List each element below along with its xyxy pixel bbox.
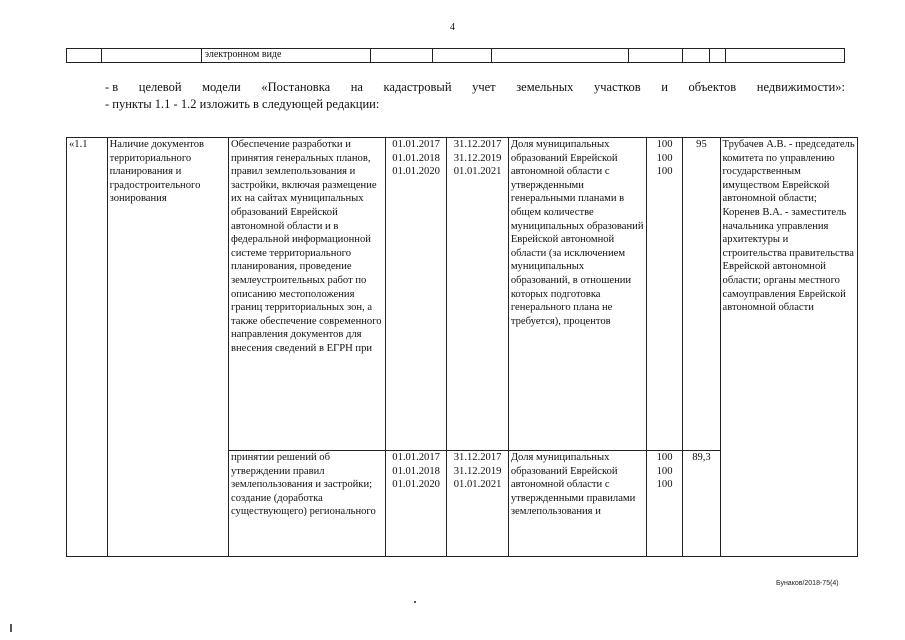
- page-number: 4: [450, 22, 455, 33]
- intro-word: на: [350, 80, 363, 94]
- previous-table-row: [66, 48, 845, 63]
- top-row-text: электронном виде: [201, 49, 370, 63]
- date: 31.12.2019: [453, 152, 502, 164]
- row-number: «1.1: [67, 138, 108, 557]
- row-name: Наличие документов территориального планирования и градостроительного зонирования: [107, 138, 228, 557]
- amendment-intro: [105, 79, 845, 113]
- date: 31.12.2019: [453, 465, 502, 477]
- date: 01.01.2021: [453, 166, 502, 178]
- actual-value-1: 95: [683, 138, 720, 451]
- document-code: Бунаков/2018-75(4): [776, 580, 839, 587]
- table-cell: [710, 49, 726, 63]
- intro-word: модели: [202, 80, 241, 94]
- intro-word: земельных: [516, 80, 574, 94]
- intro-word: недвижимости»:: [756, 80, 845, 94]
- scan-artifact: [414, 601, 416, 603]
- intro-word: и: [661, 80, 668, 94]
- target-value: 100: [656, 465, 673, 477]
- indicator-1: Доля муниципальных образований Еврейской автономной области с утвержденными генеральными планами в общем количестве муниципальных образований Еврейской автономной области (за исключением муниципальных образований, в отношении которых подготовка генерального плана не требуется), процентов: [508, 138, 646, 451]
- date: 01.01.2020: [392, 479, 440, 491]
- date: 01.01.2017: [392, 452, 440, 463]
- intro-word: участков: [594, 80, 641, 94]
- table-cell: [492, 49, 629, 63]
- table-cell: [67, 49, 102, 63]
- intro-word: кадастровый: [383, 80, 452, 94]
- date: 01.01.2021: [453, 479, 502, 491]
- date: 01.01.2017: [392, 139, 440, 150]
- table-cell: [433, 49, 492, 63]
- table-cell: [682, 49, 709, 63]
- target-model-table: [66, 137, 858, 557]
- responsible: Трубачев А.В. - председатель комитета по управлению государственным имуществом Еврейской автономной области; Коренев В.А. - заместитель начальника управления архитектуры и строительства правительства Еврейской автономной области; органы местного самоуправления Еврейской автономной области: [720, 138, 857, 557]
- end-dates-2: [447, 451, 508, 557]
- intro-line-2: - пункты 1.1 - 1.2 изложить в следующей редакции:: [105, 97, 380, 111]
- targets-2: [646, 451, 683, 557]
- intro-line-1: [105, 79, 845, 96]
- scan-artifact: [10, 624, 12, 632]
- intro-word: учет: [472, 80, 496, 94]
- intro-word: - в: [105, 80, 119, 94]
- table-row: [67, 138, 858, 451]
- table-cell: [370, 49, 433, 63]
- date: 31.12.2017: [453, 139, 502, 150]
- target-value: 100: [656, 479, 673, 491]
- target-value: 100: [656, 166, 673, 178]
- start-dates-2: [385, 451, 446, 557]
- actual-value-2: 89,3: [683, 451, 720, 557]
- date: 01.01.2020: [392, 166, 440, 178]
- target-value: 100: [656, 452, 673, 463]
- indicator-2: Доля муниципальных образований Еврейской автономной области с утвержденными правилами землепользования и: [508, 451, 646, 557]
- targets-1: [646, 138, 683, 451]
- activity-1: Обеспечение разработки и принятия генеральных планов, правил землепользования и застройки, включая размещение их на сайтах муниципальных образований Еврейской автономной области и в федеральной информационной системе территориального планирования, проведение землеустроительных работ по описанию местоположения границ территориальных зон, а также обеспечение современного направления документов для внесения сведений в ЕГРН при: [229, 138, 386, 451]
- activity-2: принятии решений об утверждении правил землепользования и застройки; создание (доработка существующего) регионального: [229, 451, 386, 557]
- intro-word: объектов: [688, 80, 737, 94]
- intro-word: целевой: [138, 80, 182, 94]
- start-dates-1: [385, 138, 446, 451]
- table-cell: [101, 49, 201, 63]
- target-value: 100: [656, 152, 673, 164]
- target-value: 100: [656, 139, 673, 150]
- intro-word: «Постановка: [261, 80, 331, 94]
- date: 31.12.2017: [453, 452, 502, 463]
- end-dates-1: [447, 138, 508, 451]
- table-cell: [629, 49, 682, 63]
- date: 01.01.2018: [392, 152, 440, 164]
- date: 01.01.2018: [392, 465, 440, 477]
- table-cell: [726, 49, 845, 63]
